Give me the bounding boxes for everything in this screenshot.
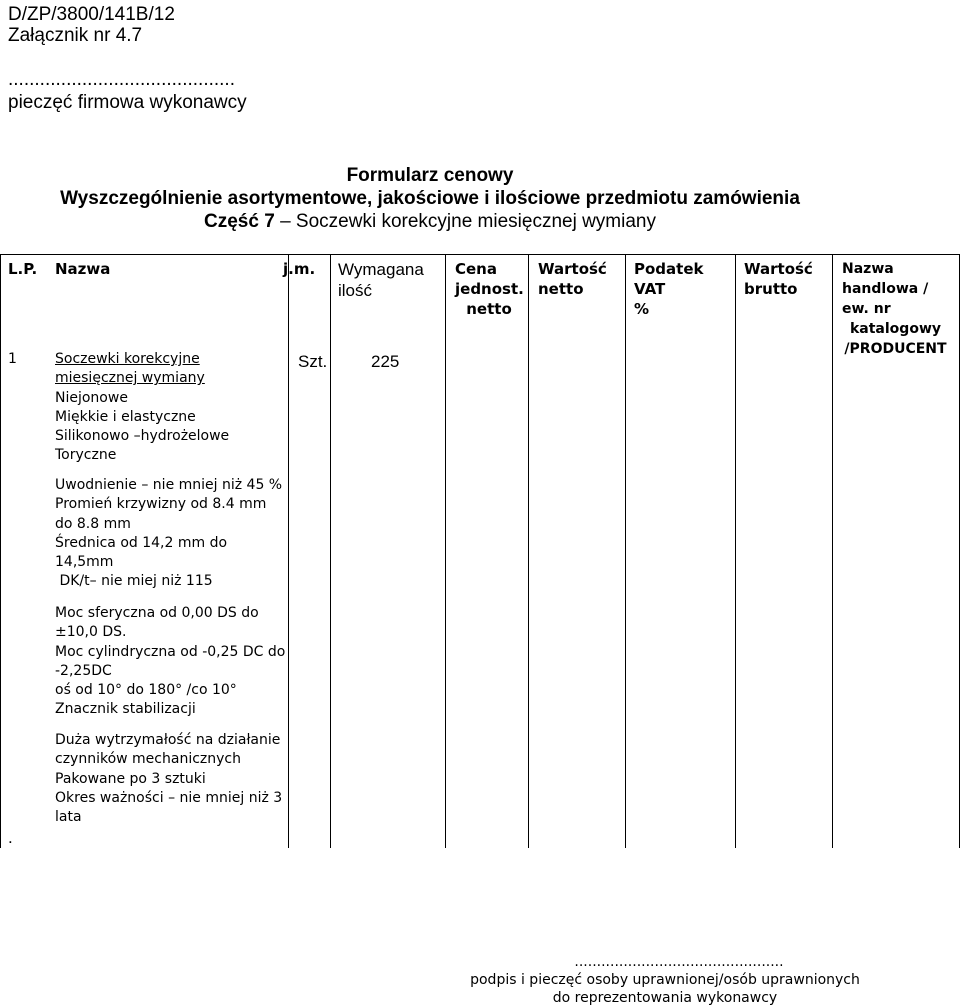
spec-line: Pakowane po 3 sztuki <box>55 770 206 787</box>
header-vat-line: Podatek <box>634 260 704 278</box>
form-title: Formularz cenowy <box>346 165 514 186</box>
stamp-dots: ........................................... <box>8 69 235 90</box>
header-nazwa-handlowa <box>832 259 959 359</box>
column-divider <box>445 254 446 848</box>
part-label: Część 7 <box>204 211 275 232</box>
header-cena-line: jednost. <box>455 280 524 298</box>
product-attribute: Niejonowe <box>55 389 128 406</box>
header-wartosc-brutto-line: Wartość <box>744 260 813 278</box>
spec-line: Duża wytrzymałość na działanie <box>55 732 281 748</box>
header-nazwa-handlowa-line: /PRODUCENT <box>844 341 947 357</box>
header-nazwa-handlowa-line: katalogowy <box>849 321 941 337</box>
spec-line: 14,5mm <box>55 554 114 571</box>
spec-line: czynników mechanicznych <box>55 751 241 768</box>
product-name-title: miesięcznej wymiany <box>55 370 205 387</box>
header-cena-line: Cena <box>455 260 497 278</box>
signature-block <box>470 953 860 1007</box>
header-wartosc-netto <box>538 259 607 299</box>
product-name-title: Soczewki korekcyjne <box>55 351 200 367</box>
spec-line: lata <box>55 809 82 826</box>
header-cena-line: netto <box>466 300 512 318</box>
table-left-border <box>0 254 1 848</box>
header-nazwa-handlowa-line: handlowa / <box>842 281 929 297</box>
spec-line: ±10,0 DS. <box>55 624 127 641</box>
header-wartosc-netto-line: Wartość <box>538 260 607 278</box>
spec-line: Uwodnienie – nie mniej niż 45 % <box>55 477 283 493</box>
signature-line: do reprezentowania wykonawcy <box>552 990 778 1006</box>
row-ilosc: 225 <box>371 352 400 371</box>
header-wartosc-netto-line: netto <box>538 280 584 298</box>
spec-line: Moc cylindryczna od -0,25 DC do <box>55 643 286 660</box>
product-spec-group <box>55 731 282 827</box>
row-jm: Szt. <box>298 352 328 371</box>
column-divider <box>330 254 331 848</box>
stamp-label: pieczęć firmowa wykonawcy <box>8 92 247 113</box>
header-lp: L.P. <box>8 260 38 278</box>
column-divider <box>735 254 736 848</box>
column-divider <box>288 254 289 848</box>
spec-line: do 8.8 mm <box>55 515 131 532</box>
header-vat-line: VAT <box>634 280 666 298</box>
document-reference: D/ZP/3800/141B/12 <box>8 4 175 25</box>
header-wartosc-brutto-line: brutto <box>744 280 798 298</box>
header-ilosc <box>338 259 424 301</box>
spec-line: Znacznik stabilizacji <box>55 701 196 718</box>
product-attribute: Miękkie i elastyczne <box>55 408 196 425</box>
column-divider <box>528 254 529 848</box>
header-ilosc-line: Wymagana <box>338 260 424 279</box>
header-ilosc-line: ilość <box>338 281 373 300</box>
header-jm: j.m. <box>283 260 316 278</box>
header-nazwa-handlowa-line: Nazwa <box>842 261 894 277</box>
header-wartosc-brutto <box>744 259 813 299</box>
attachment-label: Załącznik nr 4.7 <box>8 25 143 46</box>
column-divider <box>625 254 626 848</box>
spec-line: Okres ważności – nie mniej niż 3 <box>55 789 283 806</box>
header-cena <box>455 259 523 319</box>
form-subtitle: Wyszczególnienie asortymentowe, jakościowe i ilościowe przedmiotu zamówienia <box>60 188 800 209</box>
row-lp: 1 <box>8 351 17 367</box>
product-spec-group <box>55 604 285 720</box>
product-name-cell <box>55 350 229 466</box>
product-attribute: Silikonowo –hydrożelowe <box>55 428 230 445</box>
header-vat <box>634 259 703 319</box>
table-top-border <box>0 254 960 255</box>
trailing-dot: . <box>8 828 13 847</box>
signature-line: podpis i pieczęć osoby uprawnionej/osób uprawnionych <box>470 972 860 988</box>
spec-line: Moc sferyczna od 0,00 DS do <box>55 605 259 621</box>
spec-line: Średnica od 14,2 mm do <box>55 534 228 551</box>
product-attribute: Toryczne <box>55 447 117 464</box>
product-spec-group <box>55 476 282 592</box>
spec-line: Promień krzywizny od 8.4 mm <box>55 496 267 513</box>
part-title <box>0 210 860 233</box>
header-nazwa: Nazwa <box>55 260 111 278</box>
spec-line: DK/t– nie miej niż 115 <box>55 573 213 590</box>
signature-dots: ............................................... <box>574 954 784 970</box>
spec-line: oś od 10° do 180° /co 10° <box>55 682 237 699</box>
header-nazwa-handlowa-line: ew. nr <box>842 301 891 317</box>
header-vat-line: % <box>634 300 650 318</box>
part-name: – Soczewki korekcyjne miesięcznej wymiany <box>274 211 656 232</box>
spec-line: -2,25DC <box>55 662 112 679</box>
